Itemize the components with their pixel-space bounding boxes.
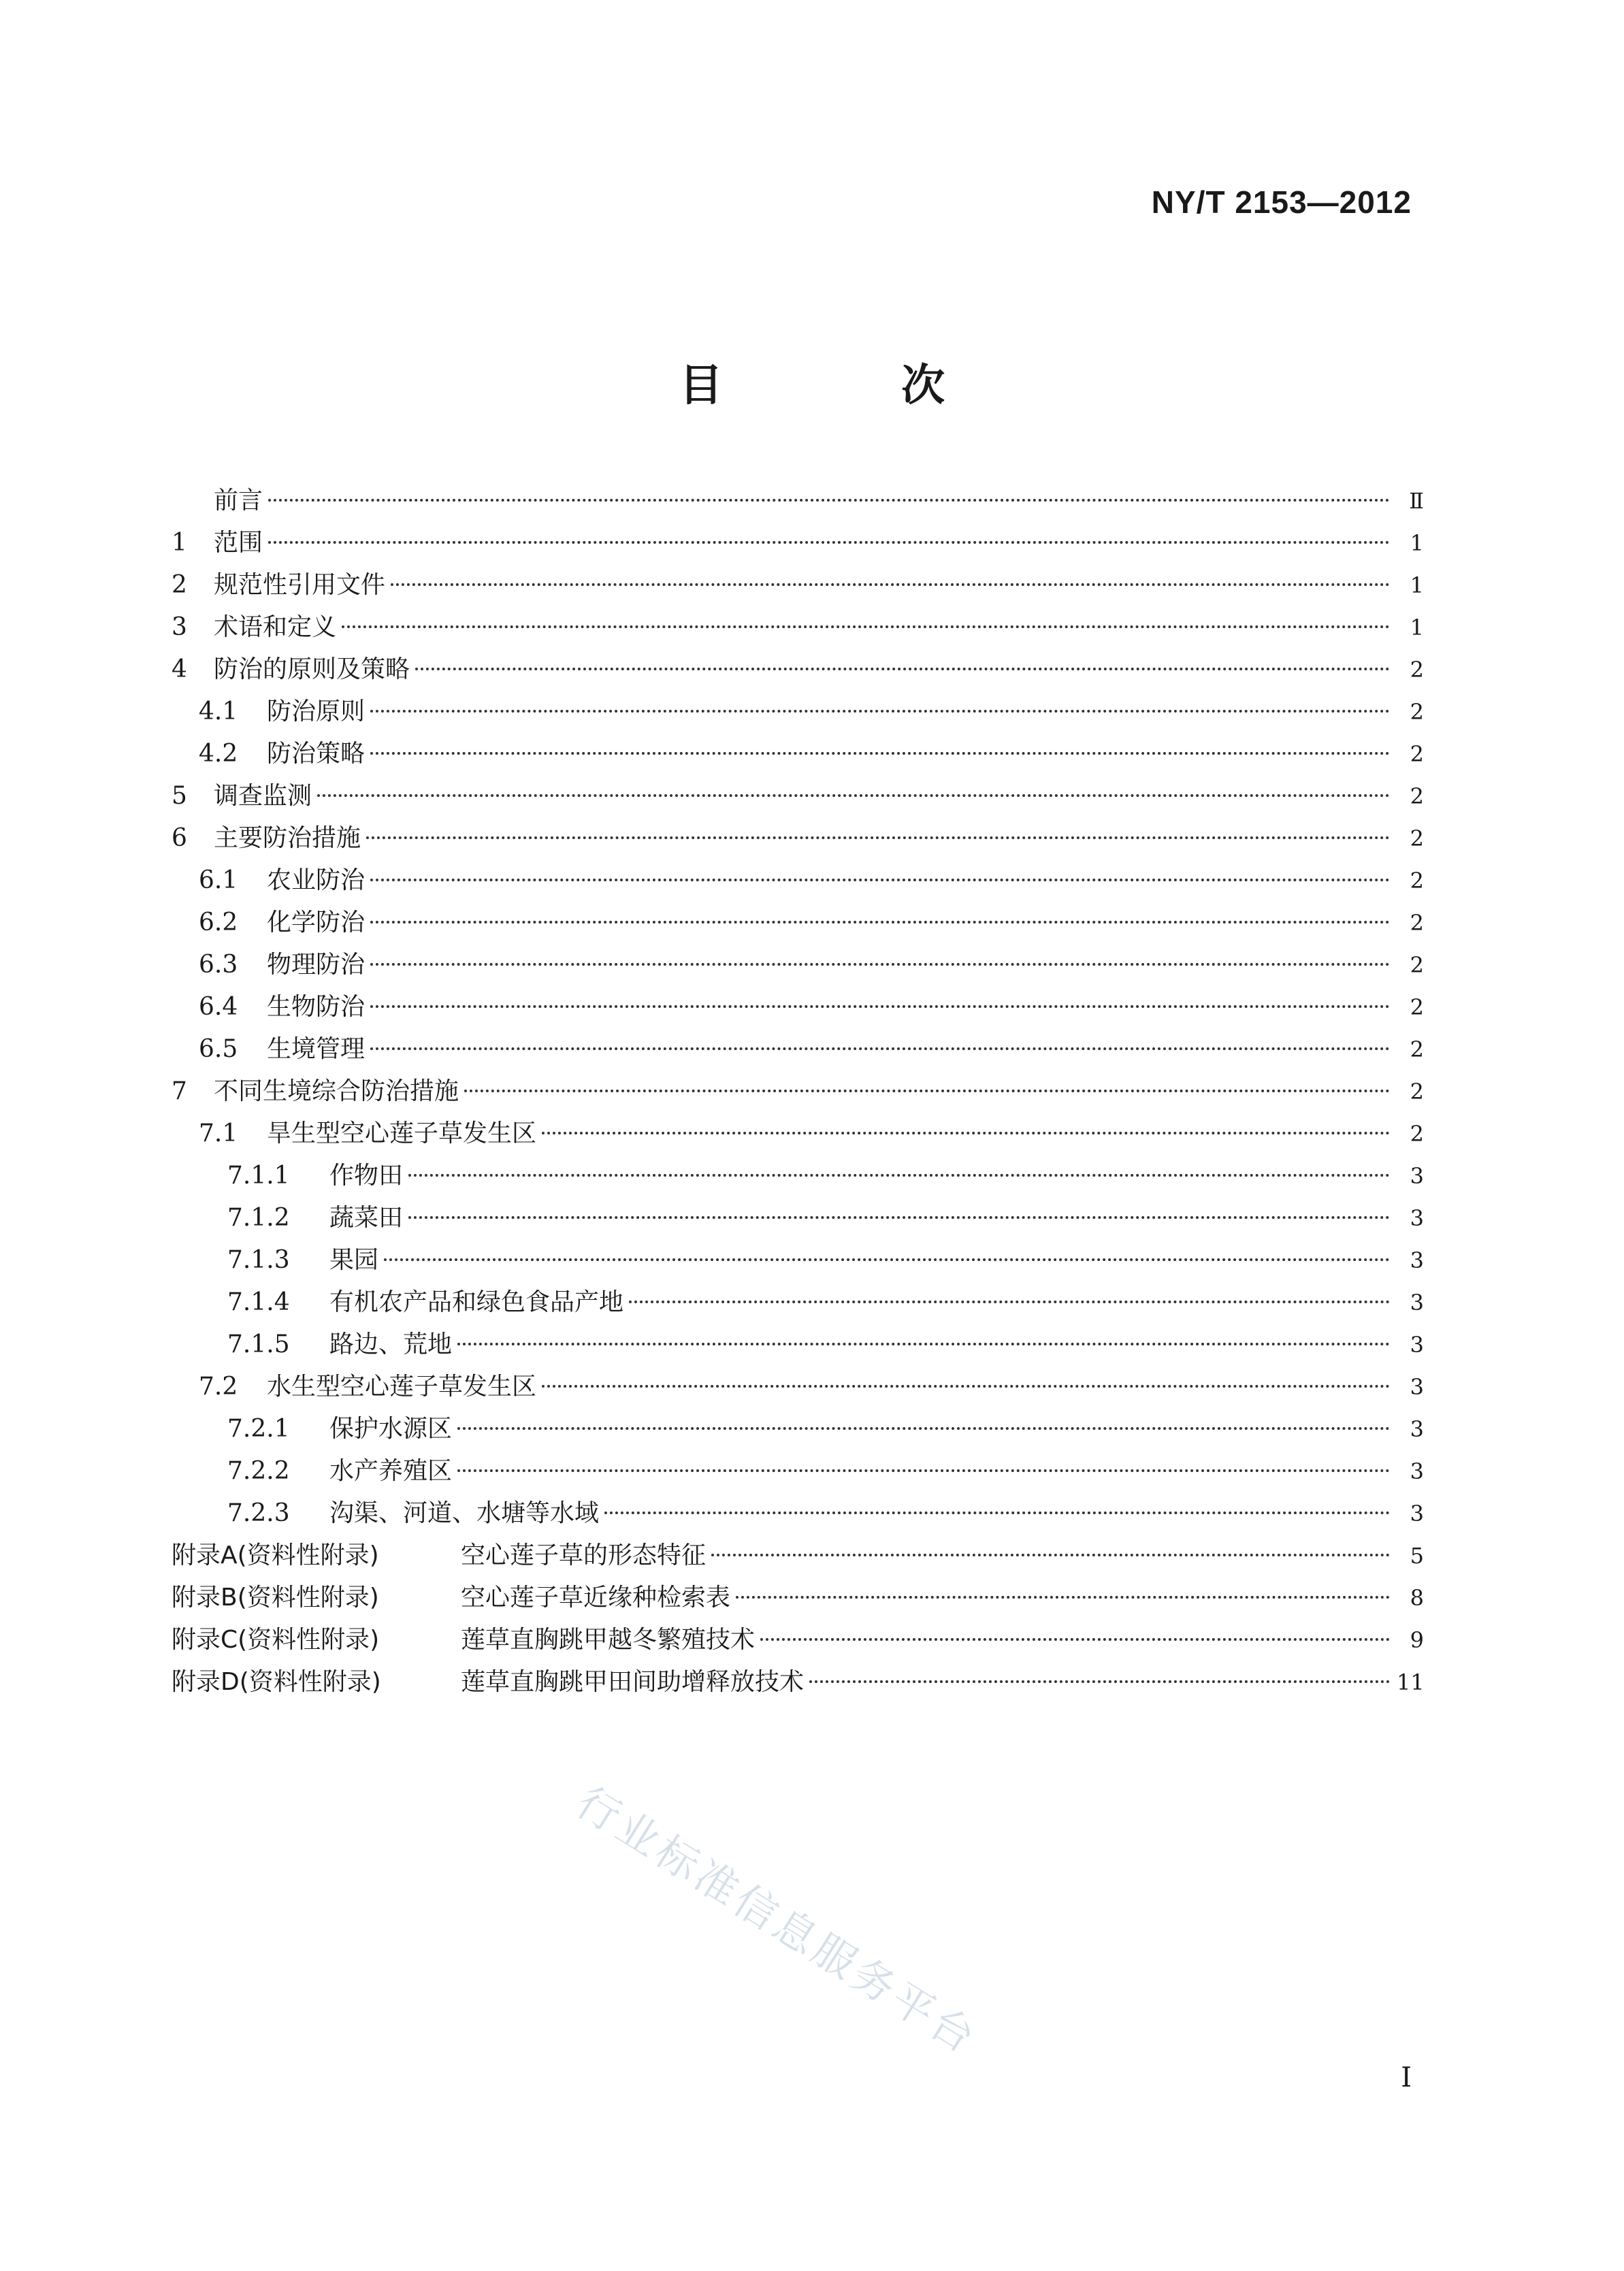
toc-entry[interactable] [172,1366,1424,1408]
dot-leader [408,1174,1390,1177]
toc-entry[interactable] [172,691,1424,733]
toc-entry-page: 3 [1410,1247,1424,1273]
dot-leader [370,879,1390,881]
dot-leader [408,1216,1390,1219]
toc-entry[interactable] [172,564,1424,606]
toc-entry-title: 主要防治措施 [214,824,361,852]
toc-entry-number: 6.3 [199,951,238,979]
toc-entry-page: 3 [1410,1290,1424,1316]
toc-entry-page: 2 [1410,910,1424,936]
toc-entry-title: 防治策略 [267,740,366,768]
toc-entry-title: 水生型空心莲子草发生区 [267,1373,537,1401]
table-of-contents [172,480,1424,1703]
toc-entry-page: 1 [1410,615,1424,640]
watermark: 行业标准信息服务平台 [568,1777,987,2065]
toc-entry[interactable] [172,944,1424,986]
dot-leader [542,1385,1390,1388]
toc-entry-title: 不同生境综合防治措施 [214,1077,459,1105]
dot-leader [317,794,1390,797]
toc-entry[interactable] [172,1450,1424,1492]
toc-entry-title: 作物田 [329,1162,404,1190]
dot-leader [736,1596,1390,1599]
toc-entry-page: 3 [1410,1374,1424,1400]
toc-entry-title: 空心莲子草近缘种检索表 [461,1584,731,1612]
dot-leader [464,1090,1390,1092]
toc-entry-title: 保护水源区 [329,1415,453,1443]
dot-leader [760,1638,1390,1641]
dot-leader [268,499,1390,502]
toc-entry-page: 3 [1410,1416,1424,1442]
toc-entry-number: 2 [172,571,187,599]
toc-entry-number: 7.1.4 [227,1288,290,1316]
dot-leader [542,1132,1390,1134]
toc-entry-title: 农业防治 [267,866,366,894]
toc-entry[interactable] [172,1281,1424,1324]
toc-entry-title: 空心莲子草的形态特征 [461,1541,707,1569]
annex-prefix: 附录C(资料性附录) [172,1626,380,1654]
toc-entry-page: 2 [1410,699,1424,725]
toc-entry-number: 7.1.3 [227,1246,290,1274]
toc-entry-title: 防治原则 [267,698,366,725]
toc-entry-number: 7.1.1 [227,1162,290,1190]
dot-leader [415,668,1390,670]
toc-entry-page: 2 [1410,1121,1424,1147]
toc-entry-title: 生境管理 [267,1035,366,1063]
dot-leader [384,1258,1390,1261]
toc-entry-number: 1 [172,529,187,557]
page-number: I [1401,2062,1412,2093]
toc-entry-page: 3 [1410,1458,1424,1484]
toc-entry-page: 11 [1397,1669,1425,1695]
toc-entry[interactable] [172,1324,1424,1366]
toc-entry-title: 术语和定义 [214,613,337,641]
toc-entry-title: 前言 [214,487,263,514]
toc-entry-title: 生物防治 [267,993,366,1021]
toc-entry-title: 莲草直胸跳甲越冬繁殖技术 [461,1626,756,1654]
toc-entry[interactable] [172,1028,1424,1071]
toc-entry-number: 7.1.2 [227,1204,290,1232]
toc-entry[interactable] [172,1155,1424,1197]
dot-leader [457,1343,1390,1345]
toc-entry-number: 7.1.5 [227,1330,290,1358]
toc-entry-page: 2 [1410,741,1424,767]
toc-entry[interactable] [172,522,1424,564]
page-title: 目 次 [679,361,1027,411]
toc-entry-title: 水产养殖区 [329,1457,453,1485]
toc-entry-page: 5 [1410,1543,1424,1569]
toc-entry-title: 调查监测 [214,782,312,810]
toc-annex-entry[interactable] [172,1577,1424,1619]
toc-entry-page: 3 [1410,1205,1424,1231]
toc-entry-title: 化学防治 [267,909,366,936]
toc-entry-page: 2 [1410,783,1424,809]
toc-entry[interactable] [172,902,1424,944]
toc-entry-number: 7.2 [199,1373,238,1401]
toc-entry-number: 4.2 [199,740,238,768]
toc-entry-page: 3 [1410,1163,1424,1189]
toc-entry-page: 1 [1410,530,1424,556]
toc-entry-title: 莲草直胸跳甲田间助增释放技术 [461,1668,805,1696]
dot-leader [342,625,1390,628]
toc-entry-title: 范围 [214,529,263,557]
dot-leader [629,1301,1390,1303]
toc-entry[interactable] [172,1492,1424,1535]
dot-leader [370,921,1390,924]
toc-entry[interactable] [172,1239,1424,1281]
toc-entry-title: 果园 [329,1246,379,1274]
toc-entry-page: 2 [1410,657,1424,683]
dot-leader [268,541,1390,544]
dot-leader [604,1512,1390,1514]
toc-entry-title: 规范性引用文件 [214,571,386,599]
toc-entry-page: 2 [1410,1036,1424,1062]
toc-entry-number: 6.4 [199,993,238,1021]
toc-entry[interactable] [172,649,1424,691]
annex-prefix: 附录A(资料性附录) [172,1541,379,1569]
toc-entry[interactable] [172,480,1424,522]
toc-entry-number: 6 [172,824,187,852]
toc-entry-title: 沟渠、河道、水塘等水域 [329,1499,600,1527]
toc-entry-number: 7.2.1 [227,1415,290,1443]
dot-leader [370,963,1390,966]
toc-entry-page: 2 [1410,994,1424,1020]
toc-entry-number: 5 [172,782,187,810]
toc-entry[interactable] [172,1071,1424,1113]
toc-entry-title: 有机农产品和绿色食品产地 [329,1288,624,1316]
dot-leader [366,836,1390,839]
toc-entry-title: 旱生型空心莲子草发生区 [267,1120,537,1147]
toc-entry-page: 9 [1410,1627,1424,1653]
toc-entry-page: 2 [1410,868,1424,894]
toc-entry[interactable] [172,1113,1424,1155]
toc-entry-number: 7 [172,1077,187,1105]
toc-entry[interactable] [172,1197,1424,1239]
dot-leader [370,1047,1390,1050]
dot-leader [370,1005,1390,1008]
dot-leader [391,583,1390,586]
toc-annex-entry[interactable] [172,1661,1424,1703]
toc-annex-entry[interactable] [172,1535,1424,1577]
toc-entry-number: 7.1 [199,1120,238,1147]
annex-prefix: 附录B(资料性附录) [172,1584,379,1612]
toc-entry[interactable] [172,817,1424,860]
toc-entry-number: 6.5 [199,1035,238,1063]
dot-leader [711,1554,1390,1556]
toc-entry-number: 7.2.2 [227,1457,290,1485]
toc-entry-number: 7.2.3 [227,1499,290,1527]
toc-entry-number: 4 [172,655,187,683]
toc-entry-page: 2 [1410,952,1424,978]
toc-entry-page: 8 [1410,1585,1424,1611]
toc-entry-number: 4.1 [199,698,238,725]
toc-entry[interactable] [172,986,1424,1028]
dot-leader [370,752,1390,755]
annex-prefix: 附录D(资料性附录) [172,1668,381,1696]
standard-code: NY/T 2153—2012 [1151,184,1412,220]
toc-entry-page: 3 [1410,1332,1424,1358]
toc-entry[interactable] [172,606,1424,649]
toc-entry-page: 2 [1410,1079,1424,1105]
toc-entry[interactable] [172,733,1424,775]
dot-leader [370,710,1390,713]
toc-entry-title: 蔬菜田 [329,1204,404,1232]
toc-entry-number: 6.2 [199,909,238,936]
dot-leader [457,1469,1390,1472]
toc-annex-entry[interactable] [172,1619,1424,1661]
toc-entry[interactable] [172,1408,1424,1450]
toc-entry-title: 路边、荒地 [329,1330,453,1358]
toc-entry-title: 防治的原则及策略 [214,655,410,683]
toc-entry-page: 3 [1410,1501,1424,1526]
toc-entry-number: 6.1 [199,866,238,894]
toc-entry[interactable] [172,860,1424,902]
toc-entry[interactable] [172,775,1424,817]
toc-entry-page: 2 [1410,826,1424,851]
toc-entry-title: 物理防治 [267,951,366,979]
toc-entry-number: 3 [172,613,187,641]
toc-entry-page: 1 [1410,572,1424,598]
dot-leader [809,1680,1390,1683]
dot-leader [457,1427,1390,1430]
toc-entry-page: Ⅱ [1409,488,1424,514]
